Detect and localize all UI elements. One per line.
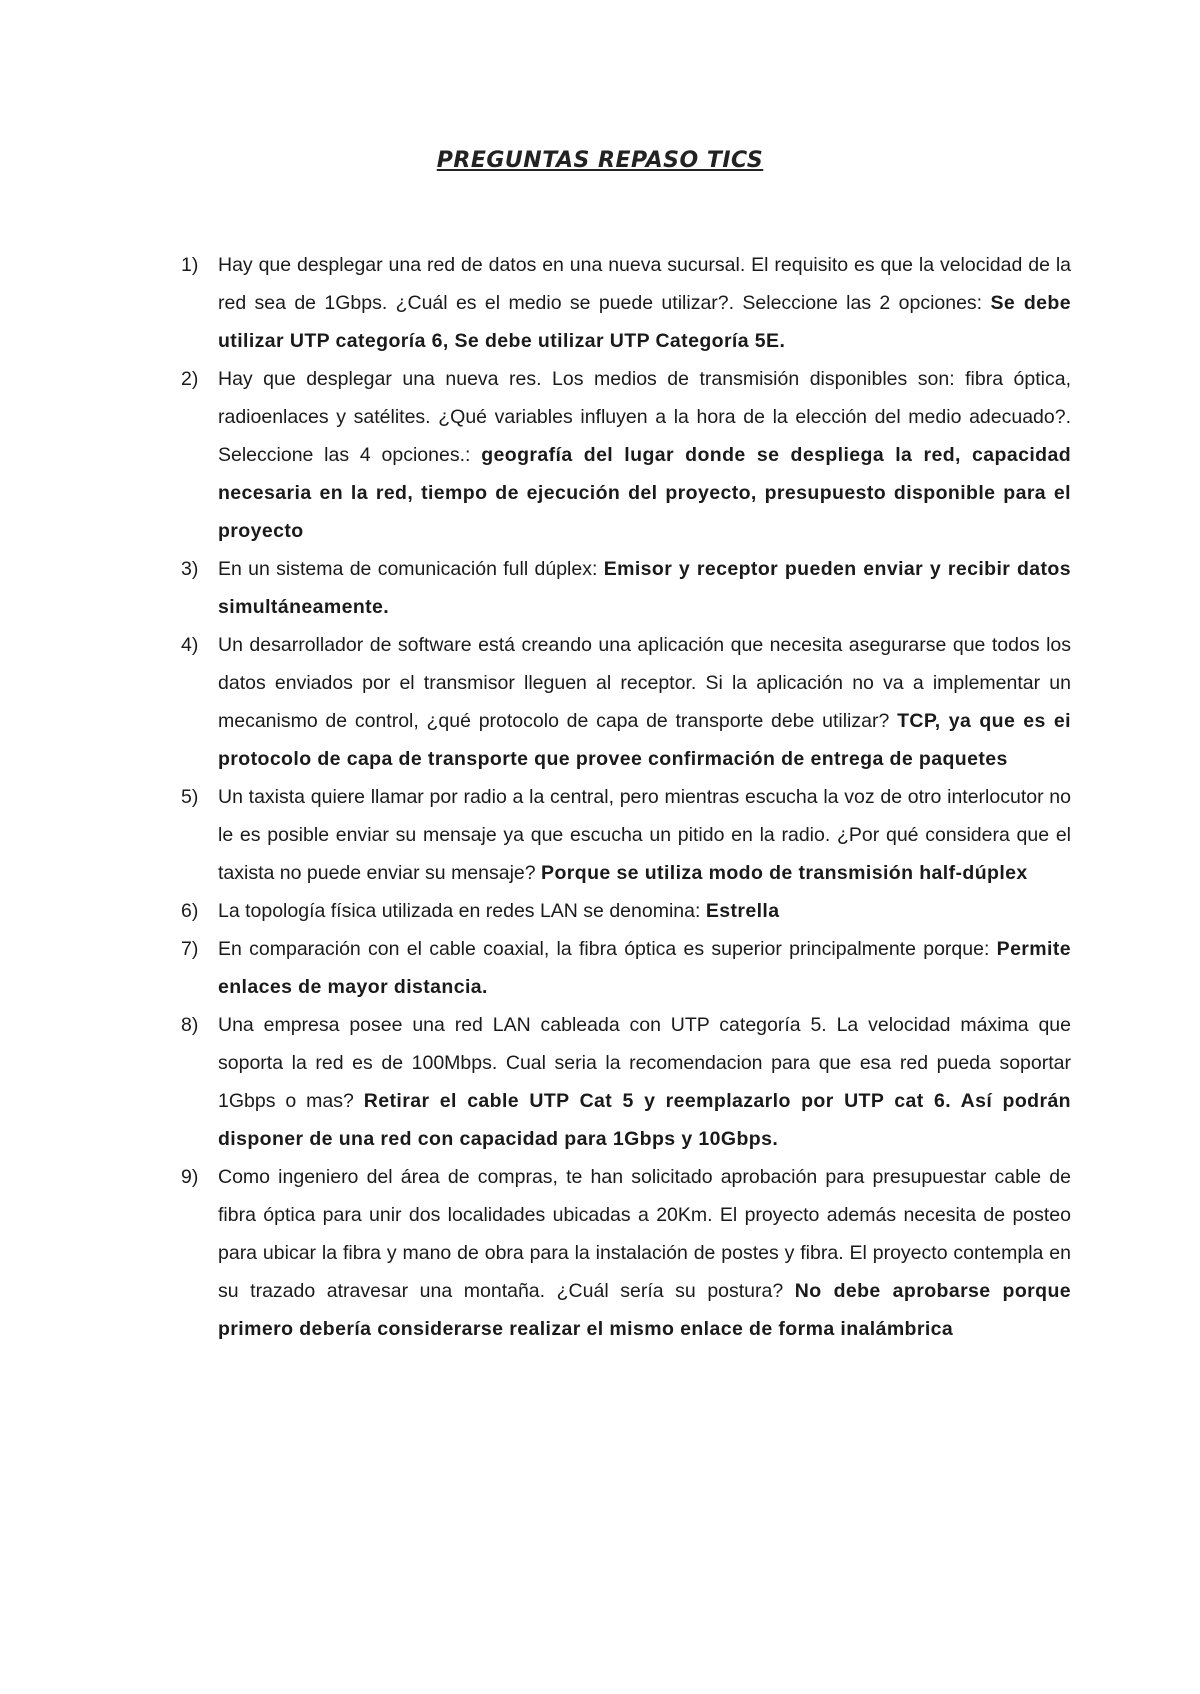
question-answer: Se debe utilizar UTP categoría 6, Se debe utilizar UTP Categoría 5E. — [218, 292, 1071, 352]
question-item — [171, 1158, 1071, 1348]
question-number: 6) — [181, 900, 199, 922]
question-text: En comparación con el cable coaxial, la fibra óptica es superior principalmente porque: — [218, 938, 997, 960]
question-text: Hay que desplegar una red de datos en una nueva sucursal. El requisito es que la velocidad de la red sea de 1Gbps. ¿Cuál es el medio se puede utilizar?. Seleccione las 2 opciones: — [218, 254, 1071, 314]
question-item — [171, 892, 1071, 930]
question-answer: TCP, ya que es ei protocolo de capa de transporte que provee confirmación de entrega de paquetes — [218, 710, 1071, 770]
question-text: Hay que desplegar una nueva res. Los medios de transmisión disponibles son: fibra óptica, radioenlaces y satélites. ¿Qué variables influyen a la hora de la elección del medio adecuado?. Seleccione las 4 opciones.: — [218, 368, 1071, 466]
question-text: Un desarrollador de software está creando una aplicación que necesita asegurarse que todos los datos enviados por el transmisor lleguen al receptor. Si la aplicación no va a implementar un mecanismo de control, ¿qué protocolo de capa de transporte debe utilizar? — [218, 634, 1071, 732]
question-text: En un sistema de comunicación full dúplex: — [218, 558, 604, 580]
question-number: 2) — [181, 368, 199, 390]
question-text: La topología física utilizada en redes LAN se denomina: — [218, 900, 706, 922]
question-answer: Permite enlaces de mayor distancia. — [218, 938, 1071, 998]
question-item — [171, 550, 1071, 626]
question-item — [171, 360, 1071, 550]
question-answer: Emisor y receptor pueden enviar y recibir datos simultáneamente. — [218, 558, 1071, 618]
document-title: PREGUNTAS REPASO TICS — [436, 148, 764, 173]
question-answer: Retirar el cable UTP Cat 5 y reemplazarlo por UTP cat 6. Así podrán disponer de una red con capacidad para 1Gbps y 10Gbps. — [218, 1090, 1071, 1150]
question-number: 3) — [181, 558, 199, 580]
question-number: 7) — [181, 938, 199, 960]
question-item — [171, 626, 1071, 778]
question-number: 4) — [181, 634, 199, 656]
question-text: Una empresa posee una red LAN cableada con UTP categoría 5. La velocidad máxima que soporta la red es de 100Mbps. Cual seria la recomendacion para que esa red pueda soportar 1Gbps o mas? — [218, 1014, 1071, 1112]
question-number: 8) — [181, 1014, 199, 1036]
question-number: 1) — [181, 254, 199, 276]
question-item — [171, 246, 1071, 360]
question-answer: Porque se utiliza modo de transmisión half-dúplex — [541, 862, 1028, 884]
question-number: 9) — [181, 1166, 199, 1188]
question-list — [171, 246, 1071, 1348]
question-item — [171, 778, 1071, 892]
question-answer: No debe aprobarse porque primero debería considerarse realizar el mismo enlace de forma inalámbrica — [218, 1280, 1071, 1340]
question-number: 5) — [181, 786, 199, 808]
question-answer: geografía del lugar donde se despliega la red, capacidad necesaria en la red, tiempo de ejecución del proyecto, presupuesto disponible para el proyecto — [218, 444, 1072, 542]
question-item — [171, 1006, 1071, 1158]
question-text: Como ingeniero del área de compras, te han solicitado aprobación para presupuestar cable de fibra óptica para unir dos localidades ubicadas a 20Km. El proyecto además necesita de posteo para ubicar la fibra y mano de obra para la instalación de postes y fibra. El proyecto contempla en su trazado atravesar una montaña. ¿Cuál sería su postura? — [218, 1166, 1071, 1302]
question-item — [171, 930, 1071, 1006]
question-text: Un taxista quiere llamar por radio a la central, pero mientras escucha la voz de otro interlocutor no le es posible enviar su mensaje ya que escucha un pitido en la radio. ¿Por qué considera que el taxista no puede enviar su mensaje? — [218, 786, 1071, 884]
question-answer: Estrella — [705, 900, 780, 922]
